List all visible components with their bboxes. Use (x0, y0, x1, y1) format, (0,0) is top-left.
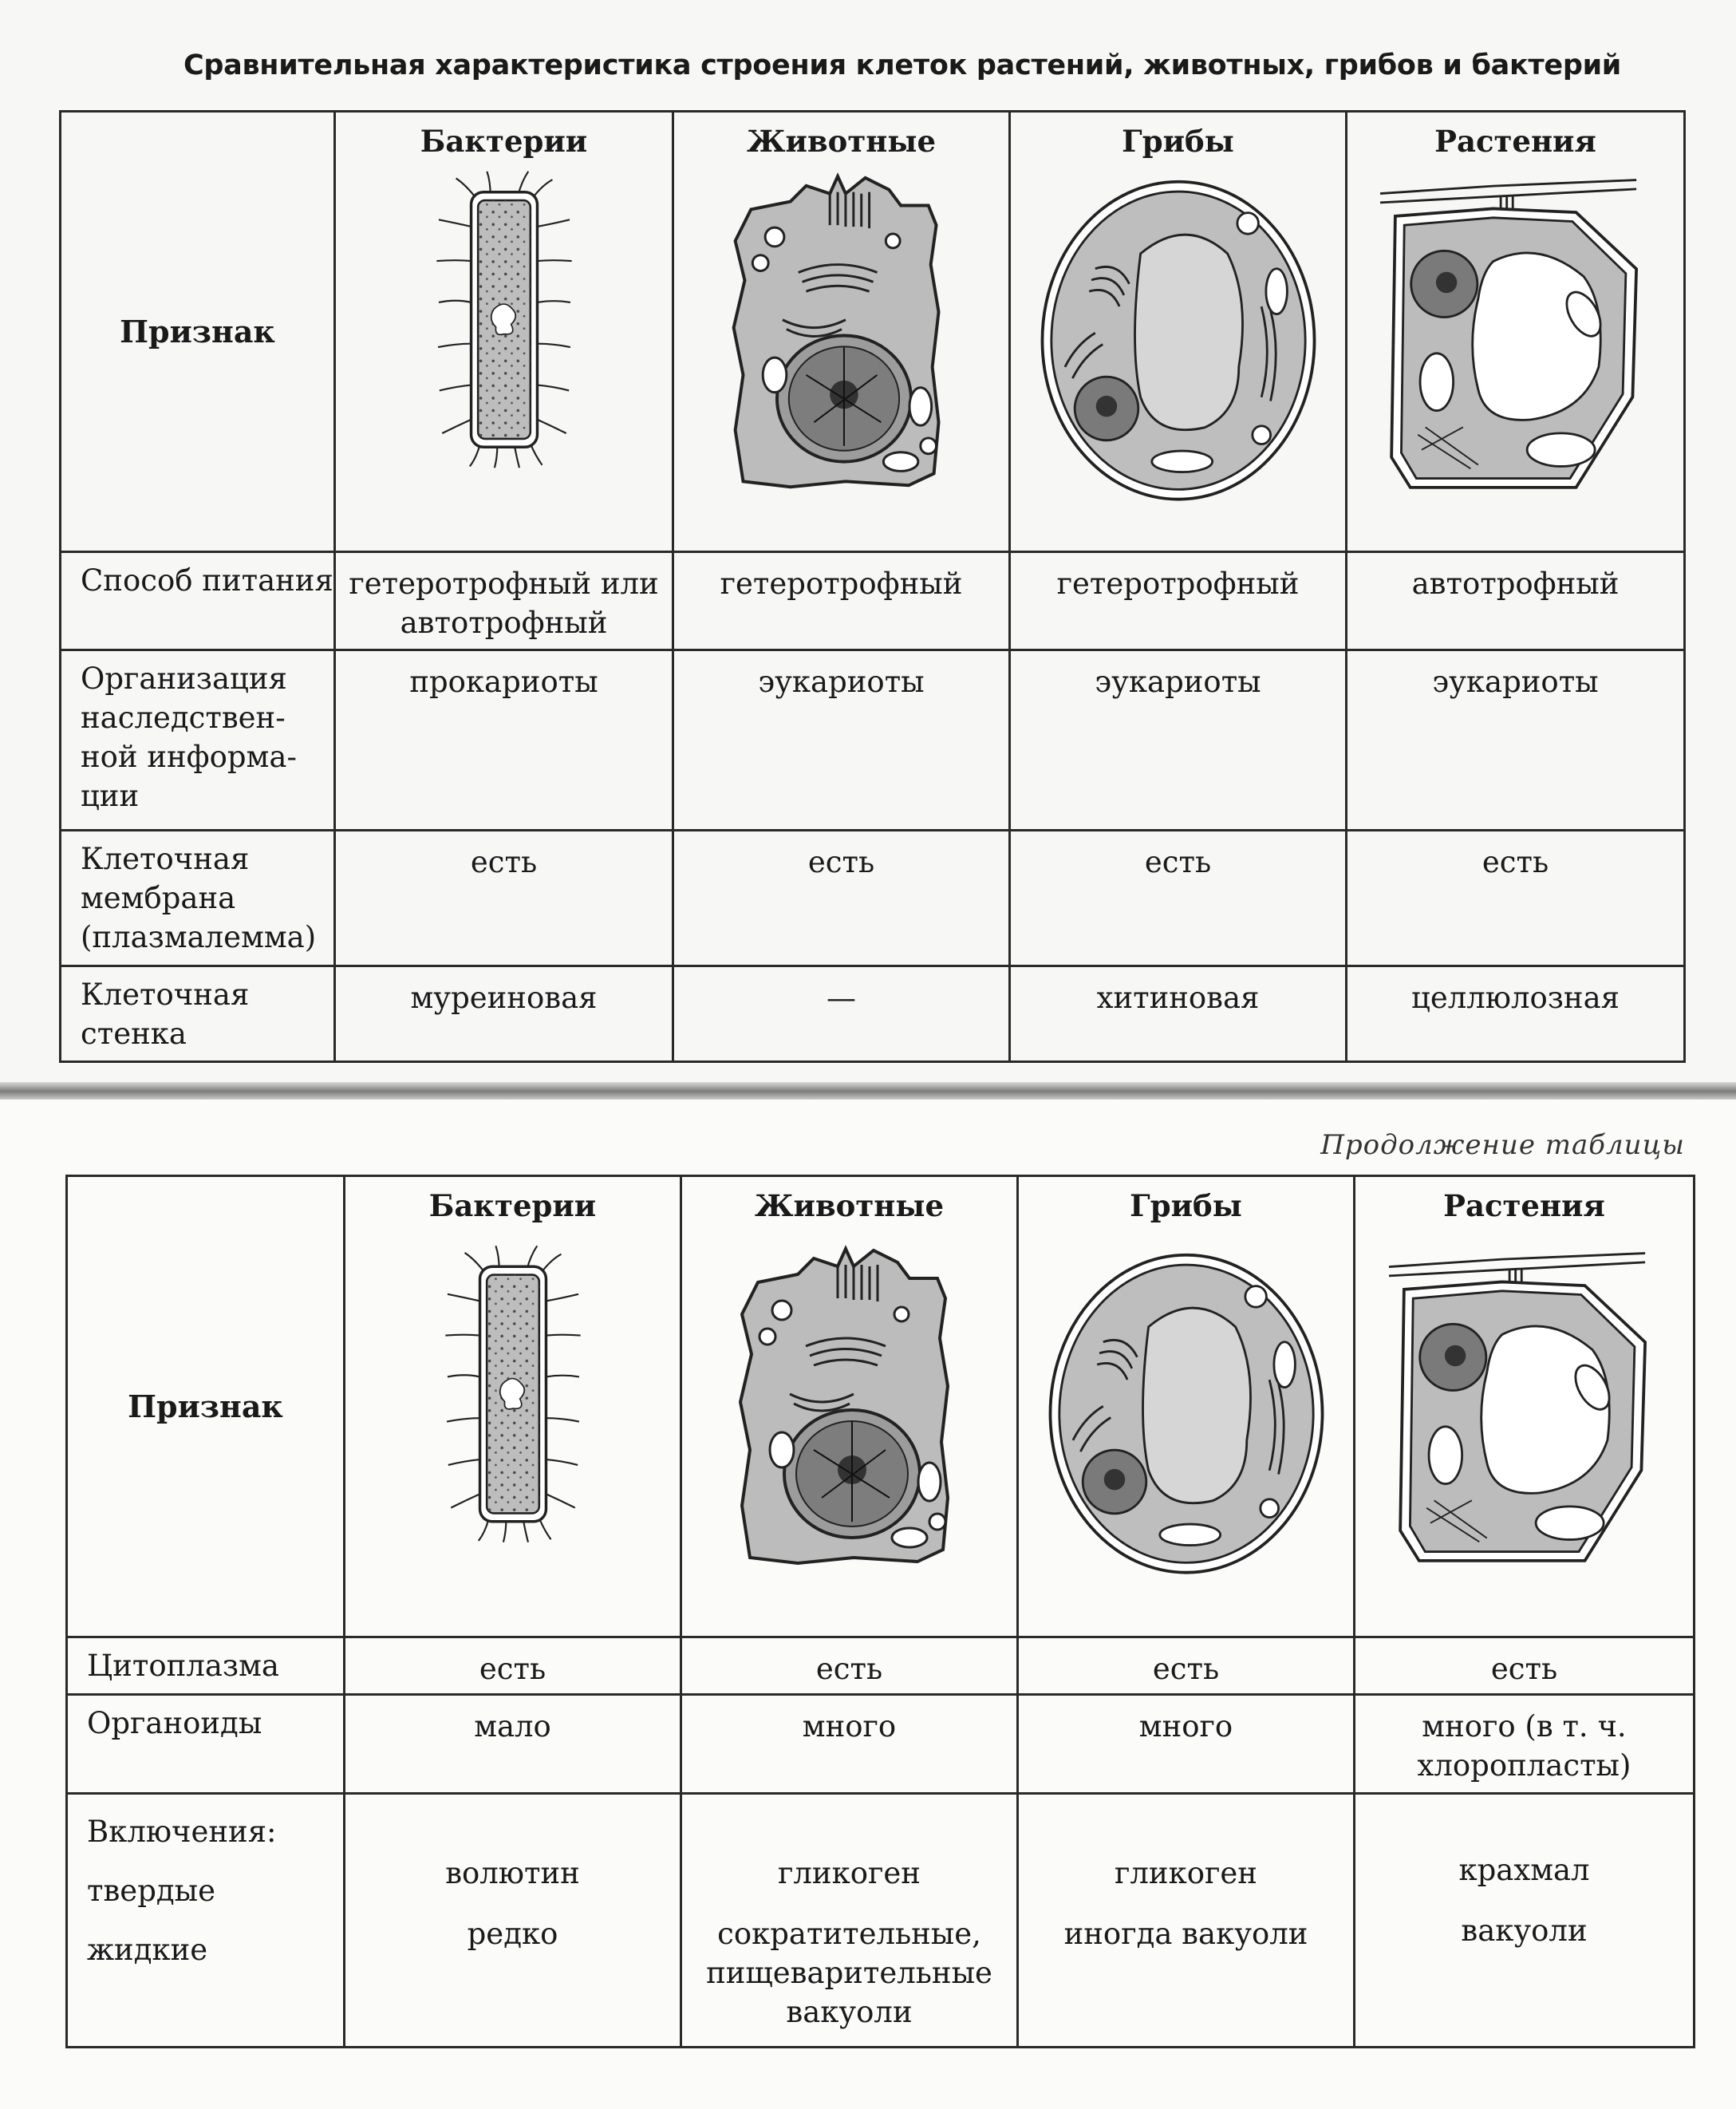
cell-value: хитиновая (1010, 966, 1347, 1062)
solid-inclusion: гликоген (778, 1856, 921, 1890)
header-plants (1347, 112, 1685, 552)
solid-inclusion: крахмал (1458, 1853, 1590, 1887)
table-row (67, 1637, 1695, 1695)
bacterium-cell-icon (437, 1234, 589, 1554)
table-row (67, 1695, 1695, 1794)
table-row (61, 966, 1685, 1062)
cell-value: есть (681, 1637, 1018, 1695)
table-row (61, 831, 1685, 966)
animal-cell-icon (726, 170, 957, 501)
row-label: Клеточная мембрана (плазмалемма) (61, 831, 335, 966)
column-title-plants: Растения (1434, 124, 1596, 159)
cell-value: есть (673, 831, 1010, 966)
table-row-inclusions (67, 1794, 1695, 2048)
table-row (61, 552, 1685, 650)
header-feature: Признак (67, 1176, 345, 1637)
continuation-note: Продолжение таблицы (1320, 1129, 1685, 1161)
column-title-fungi: Грибы (1122, 124, 1234, 159)
plant-cell-icon (1380, 170, 1651, 504)
column-title-bacteria: Бактерии (428, 1188, 597, 1223)
cell-value: муреиновая (335, 966, 673, 1062)
cell-value (681, 1794, 1018, 2048)
header-fungi (1010, 112, 1347, 552)
cell-value (345, 1794, 681, 2048)
solid-label: твердые (87, 1874, 216, 1908)
cell-value: есть (1018, 1637, 1355, 1695)
cell-value: эукариоты (1010, 650, 1347, 831)
row-label: Клеточная стенка (61, 966, 335, 1062)
cell-value: гетеротрофный (673, 552, 1010, 650)
column-title-fungi: Грибы (1130, 1188, 1242, 1223)
row-label: Способ питания (61, 552, 335, 650)
table-header-row (67, 1176, 1695, 1637)
header-animals (681, 1176, 1018, 1637)
cell-value: много (в т. ч. хлоропласты) (1355, 1695, 1695, 1794)
liquid-inclusion: иногда вакуоли (1063, 1917, 1308, 1951)
column-title-animals: Животные (746, 124, 936, 159)
cell-value: гетеротрофный или автотрофный (335, 552, 673, 650)
fungus-cell-icon (1035, 170, 1322, 504)
animal-cell-icon (734, 1234, 965, 1586)
header-fungi (1018, 1176, 1355, 1637)
header-bacteria (345, 1176, 681, 1637)
fungus-cell-icon (1043, 1234, 1330, 1586)
plant-cell-icon (1389, 1234, 1660, 1586)
cell-value: прокариоты (335, 650, 673, 831)
header-bacteria (335, 112, 673, 552)
cell-value: много (681, 1695, 1018, 1794)
table-header-row (61, 112, 1685, 552)
row-label: Органоиды (67, 1695, 345, 1794)
liquid-inclusion: сократительные, пищеварительные вакуоли (706, 1917, 992, 2029)
cell-value: мало (345, 1695, 681, 1794)
column-title-plants: Растения (1443, 1188, 1605, 1223)
cell-value: — (673, 966, 1010, 1062)
comparison-table-1 (59, 110, 1686, 1063)
row-label: Организация наследствен-ной информа-ции (61, 650, 335, 831)
row-label: Цитоплазма (67, 1637, 345, 1695)
column-title-animals: Животные (754, 1188, 944, 1223)
header-plants (1355, 1176, 1695, 1637)
cell-value: целлюлозная (1347, 966, 1685, 1062)
cell-value: гетеротрофный (1010, 552, 1347, 650)
cell-value: есть (1010, 831, 1347, 966)
solid-inclusion: волютин (445, 1856, 580, 1890)
cell-value: есть (1355, 1637, 1695, 1695)
liquid-inclusion: вакуоли (1461, 1914, 1588, 1948)
row-label (67, 1794, 345, 2048)
cell-value (1018, 1794, 1355, 2048)
cell-value (1355, 1794, 1695, 2048)
page-title: Сравнительная характеристика строения клеток растений, животных, грибов и бактерий (183, 49, 1622, 81)
solid-inclusion: гликоген (1115, 1856, 1257, 1890)
cell-value: эукариоты (673, 650, 1010, 831)
column-title-bacteria: Бактерии (420, 124, 588, 159)
header-animals (673, 112, 1010, 552)
table-row (61, 650, 1685, 831)
cell-value: много (1018, 1695, 1355, 1794)
bacterium-cell-icon (428, 170, 580, 469)
liquid-label: жидкие (87, 1933, 208, 1967)
liquid-inclusion: редко (467, 1917, 558, 1951)
cell-value: есть (1347, 831, 1685, 966)
cell-value: есть (335, 831, 673, 966)
cell-value: эукариоты (1347, 650, 1685, 831)
cell-value: есть (345, 1637, 681, 1695)
comparison-table-2 (65, 1175, 1695, 2048)
header-feature: Признак (61, 112, 335, 552)
cell-value: автотрофный (1347, 552, 1685, 650)
inclusions-label: Включения: (87, 1815, 277, 1849)
